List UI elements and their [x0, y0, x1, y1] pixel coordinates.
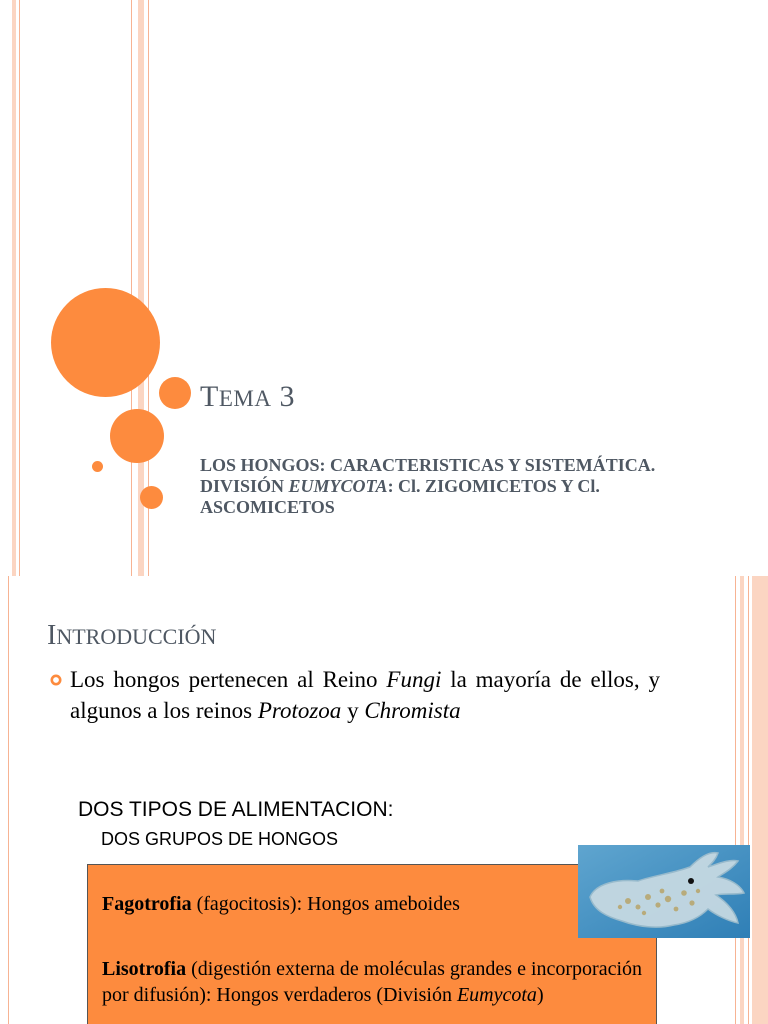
slide-title: TEMA 3 — [200, 380, 295, 413]
decor-circle-large — [51, 288, 160, 397]
amoeba-photo — [578, 845, 750, 938]
decor-stripe — [735, 576, 736, 1024]
decor-circle — [110, 409, 164, 463]
bullet-text: Los hongos pertenecen al Reino Fungi la mayoría de ellos, y algunos a los reinos Protozoa y Chromista — [70, 667, 660, 723]
nutrition-box — [87, 864, 657, 1024]
decor-stripe — [12, 0, 16, 576]
decor-stripe — [740, 576, 744, 1024]
decor-circle — [159, 377, 191, 409]
fagotrofia-text: Fagotrofia (fagocitosis): Hongos ameboides — [102, 893, 460, 915]
slide-subtitle: LOS HONGOS: CARACTERISTICAS Y SISTEMÁTICA. DIVISIÓN EUMYCOTA: Cl. ZIGOMICETOS Y Cl. ASCOMICETOS — [200, 455, 656, 517]
lisotrofia-text: Lisotrofia (digestión externa de moléculas grandes e incorporación por difusión): Hongos verdaderos (División Eumycota) — [102, 958, 643, 1006]
decor-stripe — [752, 576, 768, 1024]
bullet-ring-icon — [50, 674, 62, 686]
grupos-heading: DOS GRUPOS DE HONGOS — [101, 829, 339, 849]
decor-circle — [140, 486, 163, 509]
content-slide — [0, 576, 768, 1024]
decor-stripe — [8, 576, 9, 1024]
decor-stripe — [748, 576, 749, 1024]
decor-circle-small — [92, 461, 103, 472]
slide-title: INTRODUCCIÓN — [47, 620, 217, 651]
alimentacion-heading: DOS TIPOS DE ALIMENTACION: — [78, 798, 394, 821]
decor-stripe — [19, 0, 20, 576]
decor-stripe — [131, 0, 132, 576]
